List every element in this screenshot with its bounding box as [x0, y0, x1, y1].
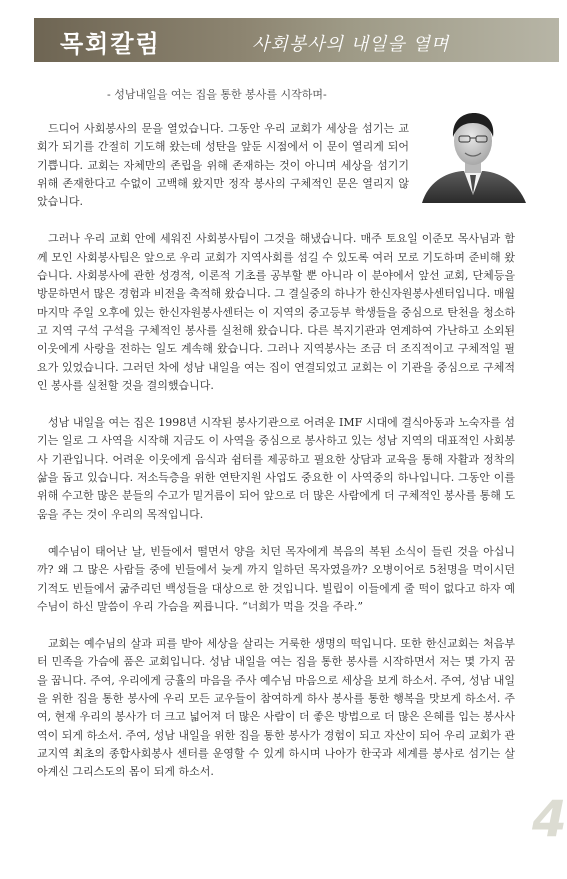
paragraph: 그러나 우리 교회 안에 세워진 사회봉사팀이 그것을 해냈습니다. 매주 토요일 이준모 목사님과 함께 모인 사회봉사팀은 앞으로 우리 교회가 지역사회를 섬길 수 있도록 여러 모로 기도하며 준비해 왔습니다. 사회봉사에 관한 성경적, 이론적 기초를 공부할 뿐 아니라 이 분야에서 앞선 교회, 단체등을 방문하면서 많은 경험과 비전을 축적해 왔습니다. 그 결실중의 하나가 한신자원봉사센터입니다. 매월 마지막 주일 오후에 있는 한신자원봉사센터는 이 지역의 중고등부 학생들을 중심으로 탄천을 청소하고 지역 구석 구석을 구체적인 봉사를 실천해 왔습니다. 다른 복지기관과 연계하여 가난하고 소외된 이웃에게 사랑을 전하는 일도 계속해 왔습니다. 그러나 지역봉사는 조금 더 조직적이고 구체적일 필요가 있었습니다. 그러던 차에 성남 내일을 여는 집이 연결되었고 교회는 이 기관을 중심으로 구체적인 봉사를 실천할 것을 결의했습니다. [37, 232, 515, 392]
column-subtitle: 사회봉사의 내일을 열며 [252, 34, 450, 55]
article-subheading: - 성남내일을 여는 집을 통한 봉사를 시작하며- [107, 88, 327, 101]
article-body [37, 120, 515, 801]
paragraph: 드디어 사회봉사의 문을 열었습니다. 그동안 우리 교회가 세상을 섬기는 교회가 되기를 간절히 기도해 왔는데 성탄을 앞둔 시점에서 이 문이 열리게 되어 기쁩니다. 교회는 자체만의 존립을 위해 존재하는 것이 아니며 세상을 섬기기 위해 존재한다고 수없이 고백해 왔지만 정작 봉사의 구체적인 문은 열리지 않았습니다. [37, 122, 409, 209]
paragraph: 예수님이 태어난 날, 빈들에서 떨면서 양을 치던 목자에게 복음의 복된 소식이 들린 것을 아십니까? 왜 그 많은 사람들 중에 빈들에서 늦게 까지 일하던 목자였을까? 오병이어로 5천명을 먹이시던 기적도 빈들에서 굶주리던 백성들을 대상으로 한 것입니다. 빌립이 이들에게 줄 떡이 없다고 하자 예수님이 하신 말씀이 우리 가슴을 찌릅니다. “너희가 먹을 것을 주라.” [37, 544, 515, 613]
paragraph: 성남 내일을 여는 집은 1998년 시작된 봉사기관으로 어려운 IMF 시대에 결식아동과 노숙자를 섬기는 일로 그 사역을 시작해 지금도 이 사역을 중심으로 봉사하고 있는 성남 지역의 대표적인 사회봉사 기관입니다. 어려운 이웃에게 음식과 쉼터를 제공하고 필요한 상담과 교육을 통해 자활과 정착의 삶을 돕고 있습니다. 저소득층을 위한 연탄지원 사업도 중요한 이 사역중의 하나입니다. 그동안 이를 위해 수고한 많은 분들의 수고가 밑거름이 되어 앞으로 더 많은 사람에게 더 구체적인 봉사를 통해 도움을 주는 것이 우리의 목적입니다. [37, 416, 515, 521]
column-title: 목회칼럼 [60, 30, 161, 58]
page-number: 4 [532, 790, 567, 848]
paragraph: 교회는 예수님의 살과 피를 받아 세상을 살리는 거룩한 생명의 떡입니다. 또한 한신교회는 처음부터 민족을 가슴에 품은 교회입니다. 성남 내일을 여는 집을 통한 봉사를 시작하면서 저는 몇 가지 꿈을 꿉니다. 주여, 우리에게 긍휼의 마음을 주사 예수님 마음으로 세상을 보게 하소서. 주여, 성남 내일을 위한 집을 통한 봉사에 우리 모든 교우들이 참여하게 하사 봉사를 통한 행복을 맛보게 하소서. 주여, 현재 우리의 봉사가 더 크고 넓어져 더 많은 사람이 더 좋은 방법으로 더 많은 은혜를 입는 봉사사역이 되게 하소서. 주여, 성남 내일을 위한 집을 통한 봉사가 경험이 되고 자산이 되어 우리 교회가 관교지역 최초의 종합사회봉사 센터를 운영할 수 있게 하시며 나아가 한국과 세계를 봉사로 섬기는 살아계신 그리스도의 몸이 되게 하소서. [37, 637, 515, 779]
